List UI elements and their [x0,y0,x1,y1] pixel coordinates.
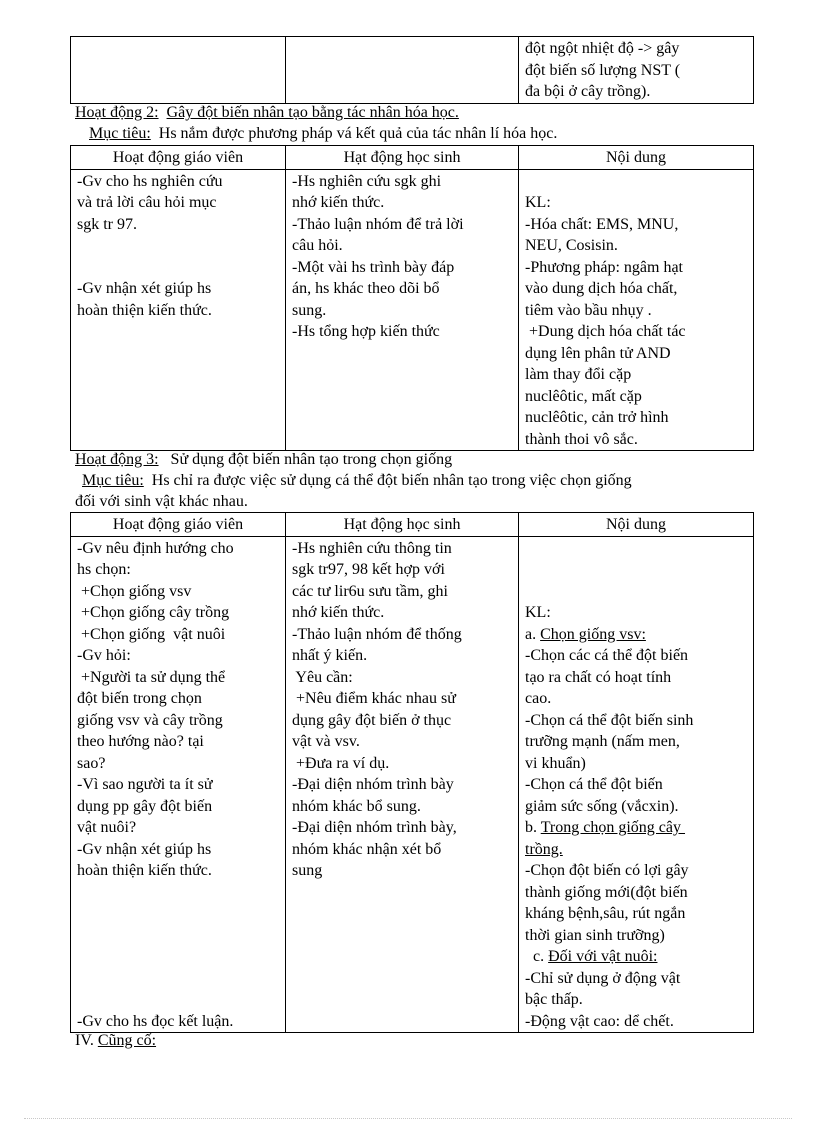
cell-text-line [525,946,747,968]
table-header-row [71,146,754,170]
subheading-text: Đối với vật nuôi: [548,948,658,965]
cell-text-line: +Nêu điểm khác nhau sử [292,690,456,707]
cell-text-line [77,925,279,947]
cell-text-line: sgk tr97, 98 kết hợp với [292,561,445,578]
cell-text-line: đột ngột nhiệt độ -> gây [525,40,680,57]
activity3-goal-text-1: Hs chỉ ra được việc sử dụng cá thể đột biến nhân tạo trong việc chọn giống [151,472,632,489]
section4-label: IV. [75,1032,94,1049]
cell-text-line [77,946,279,968]
cell-text-line: đột biến trong chọn [77,690,202,707]
subheading-text: trồng. [525,840,563,858]
cell-text: thời gian sinh trưỡng) [525,926,665,944]
cell-text-line: NEU, Cosisin. [525,237,618,254]
table-cell-content [519,37,754,104]
cell-text-line: thành thoi vô sắc. [525,430,638,448]
subheading-text: Chọn giống vsv: [540,625,646,643]
list-marker: b. [525,819,541,836]
cell-text-line: giống vsv và cây trồng [77,711,223,729]
cell-text-line: đa bội ở cây trồng). [525,83,651,100]
column-header-student: Hạt động học sinh [286,146,519,170]
cell-text: vi khuẩn) [525,754,586,772]
cell-text-line: hoàn thiện kiến thức. [77,301,212,319]
cell-text-line: nhất ý kiến. [292,647,368,664]
table-cell-teacher [71,536,286,1033]
cell-text-line: -Gv hỏi: [77,647,131,664]
cell-text-line [525,903,747,925]
cell-text-line: các tư lir6u sưu tầm, ghi [292,582,448,600]
cell-text-line: +Người ta sử dụng thể [77,668,226,686]
cell-text-line: -Gv nhận xét giúp hs [77,280,212,297]
cell-text: -Chọn các cá thể đột biến [525,647,689,664]
cell-text-line: -Phương pháp: ngâm hạt [525,258,683,276]
cell-text-line: theo hướng nào? tại [77,733,204,750]
cell-text-line: +Đưa ra ví dụ. [292,754,390,772]
table-cell-student [286,169,519,451]
cell-text: thành giống mới(đột biến [525,883,688,901]
cell-text-line: Yêu cần: [292,668,353,686]
cell-text-line: dụng pp gây đột biến [77,797,213,815]
table-header-row [71,513,754,537]
cell-text-line [525,839,747,861]
section4-title: Cũng cố: [97,1032,157,1049]
cell-text: tạo ra chất có hoạt tính [525,668,672,686]
cell-text-line [525,817,747,839]
activity3-goal-label: Mục tiêu: [82,472,144,489]
cell-text-line: -Gv nhận xét giúp hs [77,840,212,858]
cell-text-line [525,538,747,560]
cell-text-line: -Gv cho hs đọc kết luận. [77,1012,234,1030]
cell-text-line: nhớ kiến thức. [292,194,385,211]
column-header-teacher: Hoạt động giáo viên [71,146,286,170]
cell-text-line: sung [292,862,323,879]
cell-text-line [525,667,747,689]
cell-text: giảm sức sống (vắcxin). [525,797,679,815]
cell-text-line: đột biến số lượng NST ( [525,61,681,79]
cell-text-line: -Đại diện nhóm trình bày, [292,819,457,836]
activity2-goal-text: Hs nắm được phương pháp vá kết quả của tác nhân lí hóa học. [158,125,558,142]
cell-text-line: -Một vài hs trình bày đáp [292,258,455,276]
activity3-heading [75,449,452,471]
cell-text-line: +Dung dịch hóa chất tác [525,323,686,340]
subheading-text: Trong chọn giống cây [540,819,686,836]
cell-text-line [77,235,279,257]
cell-text-line [525,882,747,904]
table-row [71,37,754,104]
cell-text-line: vào dung dịch hóa chất, [525,280,678,297]
cell-text-line [525,602,747,624]
cell-text-line [525,774,747,796]
cell-text-line: -Hs tổng hợp kiến thức [292,323,440,340]
cell-text-line: KL: [525,194,551,211]
cell-text-line [525,796,747,818]
cell-text-line [525,731,747,753]
table-continuation [70,36,754,104]
cell-text: -Chọn cá thể đột biến sinh [525,711,694,729]
column-header-student: Hạt động học sinh [286,513,519,537]
cell-text: -Chỉ sử dụng ở động vật [525,969,681,987]
page-bottom-border [24,1118,792,1119]
cell-text-line: nuclêôtic, mất cặp [525,387,642,405]
cell-text-line: -Hs nghiên cứu sgk ghi [292,172,442,190]
cell-text-line: sgk tr 97. [77,215,137,233]
cell-text-line [77,257,279,279]
cell-text-line [525,559,747,581]
cell-text-line [525,1011,747,1033]
cell-text-line: -Gv nêu định hướng cho [77,539,234,557]
table-cell-content [519,169,754,451]
cell-text-line: +Chọn giống vsv [77,582,192,600]
activity2-goal-label: Mục tiêu: [89,125,151,142]
cell-text-line: nhóm khác bổ sung. [292,797,421,815]
cell-text-line: -Thảo luận nhóm để thống [292,625,462,643]
cell-text-line: +Chọn giống cây trồng [77,604,230,621]
cell-text: trưỡng mạnh (nấm men, [525,733,680,750]
cell-text-line: nhớ kiến thức. [292,604,385,621]
cell-text-line: tiêm vào bầu nhụy . [525,301,652,319]
activity2-goal [89,123,557,145]
cell-text-line [525,171,747,193]
activity2-heading-text: Gây đột biến nhân tạo bằng tác nhân hóa học. [166,104,459,121]
cell-text-line: làm thay đổi cặp [525,366,632,383]
table-cell-student [286,536,519,1033]
table-cell-teacher [71,169,286,451]
cell-text-line: câu hỏi. [292,237,343,254]
cell-text-line [77,968,279,990]
cell-text-line: án, hs khác theo dõi bổ [292,280,440,297]
list-marker: a. [525,625,541,643]
cell-text-line [525,688,747,710]
column-header-teacher: Hoạt động giáo viên [71,513,286,537]
activity3-goal-text-2: đối với sinh vật khác nhau. [75,493,248,510]
cell-text: -Chọn đột biến có lợi gây [525,862,689,879]
section4-heading [75,1030,156,1052]
cell-text-line: dụng lên phân tử AND [525,344,671,362]
cell-text-line [525,581,747,603]
cell-text: KL: [525,604,551,621]
activity2-heading [75,102,459,124]
cell-text-line: vật và vsv. [292,733,360,750]
cell-text-line [77,989,279,1011]
column-header-content: Nội dung [519,146,754,170]
cell-text-line: +Chọn giống vật nuôi [77,625,226,643]
cell-text-line: -Gv cho hs nghiên cứu [77,172,223,190]
cell-text-line: hoàn thiện kiến thức. [77,862,212,879]
cell-text-line: hs chọn: [77,561,131,578]
cell-text: -Động vật cao: dể chết. [525,1012,674,1030]
cell-text-line: -Thảo luận nhóm để trả lời [292,215,464,233]
cell-text-line: sao? [77,754,106,772]
cell-text-line [525,645,747,667]
table-activity2 [70,145,754,451]
cell-text-line: vật nuôi? [77,819,137,836]
table-cell-student [286,37,519,104]
cell-text: bậc thấp. [525,991,583,1008]
list-marker: c. [525,948,549,965]
cell-text-line: và trả lời câu hỏi mục [77,194,217,211]
cell-text: cao. [525,690,552,707]
cell-text-line [525,925,747,947]
cell-text-line [525,710,747,732]
activity3-goal [82,470,632,492]
cell-text-line: nhóm khác nhận xét bổ [292,840,442,858]
cell-text-line [525,624,747,646]
cell-text-line [77,882,279,904]
cell-text: -Chọn cá thể đột biến [525,776,663,793]
cell-text: kháng bệnh,sâu, rút ngắn [525,905,686,922]
table-activity3 [70,512,754,1033]
table-row [71,169,754,451]
cell-text-line [525,989,747,1011]
cell-text-line: dụng gây đột biến ở thục [292,711,452,729]
activity3-heading-text: Sử dụng đột biến nhân tạo trong chọn giống [170,451,453,468]
activity2-heading-label: Hoạt động 2: [75,104,159,121]
table-row [71,536,754,1033]
cell-text-line: nuclêôtic, cản trở hình [525,409,669,426]
activity3-heading-label: Hoạt động 3: [75,451,159,468]
table-cell-teacher [71,37,286,104]
cell-text-line [77,903,279,925]
cell-text-line: -Vì sao người ta ít sử [77,776,213,793]
cell-text-line [525,968,747,990]
cell-text-line: sung. [292,301,327,319]
cell-text-line [525,860,747,882]
cell-text-line [525,753,747,775]
cell-text-line: -Hóa chất: EMS, MNU, [525,215,679,233]
activity3-goal-continued [75,491,248,513]
cell-text-line: -Hs nghiên cứu thông tin [292,539,452,557]
column-header-content: Nội dung [519,513,754,537]
cell-text-line: -Đại diện nhóm trình bày [292,776,454,793]
table-cell-content [519,536,754,1033]
